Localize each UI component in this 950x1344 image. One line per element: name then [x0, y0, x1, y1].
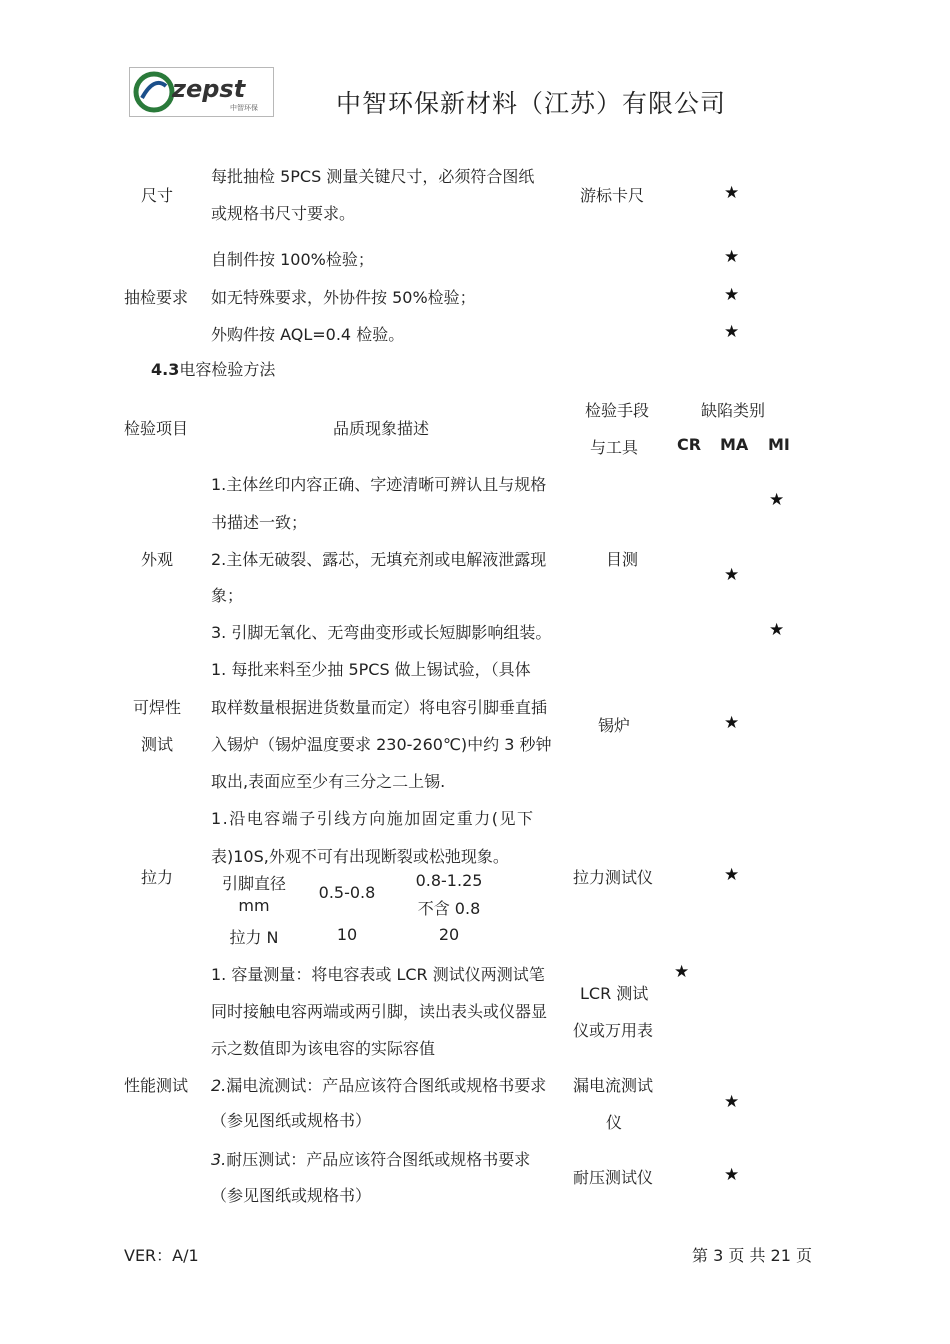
- leakage-tool-line-2: 仪: [606, 1113, 623, 1132]
- size-ma-star-icon: ★: [724, 183, 740, 203]
- appearance-desc-line-1: 1.主体丝印内容正确、字迹清晰可辨认且与规格: [211, 475, 547, 494]
- appearance-desc-line-5: 3. 引脚无氧化、无弯曲变形或长短脚影响组装。: [211, 623, 552, 642]
- size-desc-line-2: 或规格书尺寸要求。: [211, 204, 356, 223]
- tension-desc-line-2: 表)10S,外观不可有出现断裂或松弛现象。: [211, 847, 509, 866]
- capacity-cr-star-icon: ★: [674, 962, 690, 982]
- appearance-desc-line-4: 象；: [211, 586, 244, 605]
- leakage-desc-line-1: [211, 1073, 546, 1096]
- tension-sub-row-value-1: 10: [336, 925, 358, 944]
- capacity-desc-line-1: 1. 容量测量：将电容表或 LCR 测试仪两测试笔: [211, 965, 545, 984]
- tension-sub-head-2: 0.5-0.8: [318, 883, 376, 902]
- leakage-text: 漏电流测试：产品应该符合图纸或规格书要求: [226, 1076, 547, 1095]
- voltage-desc-line-1: [211, 1147, 530, 1170]
- tension-ma-star-icon: ★: [724, 865, 740, 885]
- voltage-tool: 耐压测试仪: [573, 1168, 654, 1187]
- leakage-ma-star-icon: ★: [724, 1092, 740, 1112]
- appearance-item: 外观: [141, 550, 174, 569]
- header-defect: 缺陷类别: [701, 401, 766, 420]
- appearance-desc-line-3: 2.主体无破裂、露芯，无填充剂或电解液泄露现: [211, 550, 547, 569]
- size-item: 尺寸: [141, 186, 174, 205]
- header-cr: CR: [677, 435, 702, 454]
- appearance-ma-star-icon: ★: [724, 565, 740, 585]
- section-title: 电容检验方法: [179, 360, 276, 379]
- appearance-desc-line-2: 书描述一致；: [211, 513, 308, 532]
- size-desc-line-1: 每批抽检 5PCS 测量关键尺寸，必须符合图纸: [211, 167, 535, 186]
- footer-version: VER：A/1: [124, 1246, 199, 1265]
- sampling-desc-line-3: 外购件按 AQL=0.4 检验。: [211, 325, 405, 344]
- capacity-desc-line-2: 同时接触电容两端或两引脚，读出表头或仪器显: [211, 1002, 548, 1021]
- sampling-item: 抽检要求: [124, 288, 189, 307]
- appearance-mi-star-1-icon: ★: [769, 490, 785, 510]
- header-ma: MA: [720, 435, 749, 454]
- voltage-ma-star-icon: ★: [724, 1165, 740, 1185]
- solderability-desc-line-4: 取出,表面应至少有三分之二上锡.: [211, 772, 446, 791]
- sampling-desc-line-2: 如无特殊要求，外协件按 50%检验；: [211, 288, 476, 307]
- solderability-desc-line-2: 取样数量根据进货数量而定）将电容引脚垂直插: [211, 698, 548, 717]
- header-item: 检验项目: [124, 419, 189, 438]
- tension-desc-line-1: 1.沿电容端子引线方向施加固定重力(见下: [211, 809, 535, 828]
- leakage-desc-line-2: （参见图纸或规格书）: [211, 1111, 372, 1130]
- tension-sub-row-value-2: 20: [438, 925, 460, 944]
- logo-emblem-icon: [130, 68, 273, 116]
- voltage-text: 耐压测试：产品应该符合图纸或规格书要求: [226, 1150, 531, 1169]
- section-heading: [151, 357, 275, 380]
- logo-text: zepst: [172, 75, 246, 103]
- section-number: 4.3: [151, 360, 180, 379]
- appearance-mi-star-2-icon: ★: [769, 620, 785, 640]
- voltage-desc-line-2: （参见图纸或规格书）: [211, 1186, 372, 1205]
- logo-subtext: 中智环保: [230, 104, 258, 112]
- tension-sub-head-3a: 0.8-1.25: [415, 871, 483, 890]
- capacity-tool-line-2: 仪或万用表: [573, 1021, 654, 1040]
- capacity-tool-line-1: LCR 测试: [580, 984, 649, 1003]
- tension-tool: 拉力测试仪: [573, 868, 654, 887]
- footer-page-number: 第 3 页 共 21 页: [692, 1246, 812, 1265]
- voltage-number: 3.: [211, 1150, 227, 1169]
- performance-item: 性能测试: [124, 1076, 189, 1095]
- header-mi: MI: [768, 435, 790, 454]
- solderability-ma-star-icon: ★: [724, 713, 740, 733]
- solderability-desc-line-1: 1. 每批来料至少抽 5PCS 做上锡试验，（具体: [211, 660, 531, 679]
- header-tool-line-1: 检验手段: [585, 401, 650, 420]
- solderability-item-line-1: 可焊性: [133, 698, 182, 717]
- sampling-desc-line-1: 自制件按 100%检验；: [211, 250, 374, 269]
- header-tool-line-2: 与工具: [590, 438, 639, 457]
- tension-sub-row-label: 拉力 N: [229, 928, 279, 947]
- tension-item: 拉力: [141, 868, 174, 887]
- company-name: 中智环保新材料（江苏）有限公司: [336, 89, 727, 118]
- tension-sub-head-1b: mm: [238, 896, 270, 915]
- solderability-tool: 锡炉: [598, 716, 631, 735]
- sampling-star-1-icon: ★: [724, 247, 740, 267]
- tension-sub-head-1a: 引脚直径: [221, 874, 286, 893]
- capacity-desc-line-3: 示之数值即为该电容的实际容值: [211, 1039, 436, 1058]
- leakage-tool-line-1: 漏电流测试: [573, 1076, 654, 1095]
- size-tool: 游标卡尺: [580, 186, 645, 205]
- tension-sub-head-3b: 不含 0.8: [417, 899, 481, 918]
- leakage-number: 2.: [211, 1076, 227, 1095]
- header-desc: 品质现象描述: [333, 419, 430, 438]
- solderability-desc-line-3: 入锡炉（锡炉温度要求 230-260℃)中约 3 秒钟: [211, 735, 552, 754]
- appearance-tool: 目测: [606, 550, 639, 569]
- sampling-star-2-icon: ★: [724, 285, 740, 305]
- sampling-star-3-icon: ★: [724, 322, 740, 342]
- company-logo: [129, 67, 274, 117]
- solderability-item-line-2: 测试: [141, 735, 174, 754]
